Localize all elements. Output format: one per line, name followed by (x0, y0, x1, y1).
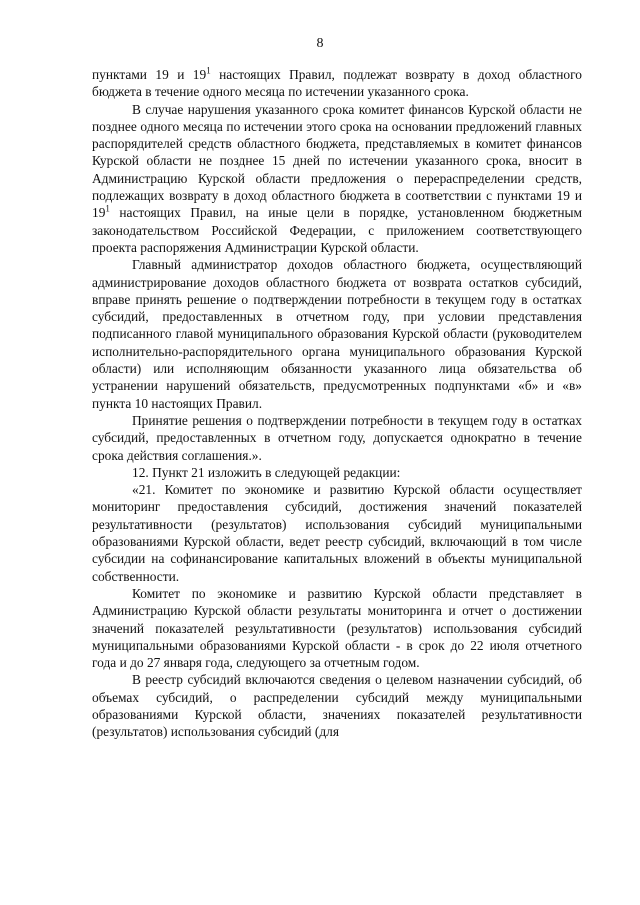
text-run: Комитет по экономике и развитию Курской области представляет в Администрацию Курской области результаты мониторинга и отчет о достижении значений показателей результативности (результатов) использования субсидий муниципальными образованиями Курской области - в срок до 22 июля отчетного года и до 27 января года, следующего за отчетным годом. (92, 585, 582, 671)
paragraph-p7 (92, 671, 582, 740)
paragraph-p2 (92, 256, 582, 412)
text-run: настоящих Правил, подлежат возврату в доход областного бюджета в течение одного месяца по истечении указанного срока. (92, 67, 582, 100)
superscript: 1 (206, 65, 211, 76)
document-body (92, 66, 582, 741)
paragraph-p6 (92, 585, 582, 671)
text-run: Главный администратор доходов областного бюджета, осуществляющий администрирование доходов областного бюджета от возврата остатков субсидий, вправе принять решение о подтверждении потребности в текущем году в остатках субсидий, предоставленных в отчетном году, при условии представления подписанного главой муниципального образования Курской области (руководителем исполнительно-распорядительного органа муниципального образования Курской области) или исполняющим обязанности указанного лица обязательства об устранении нарушений обязательств, предусмотренных подпунктами «б» и «в» пункта 10 настоящих Правил. (92, 257, 582, 411)
text-run: Принятие решения о подтверждении потребности в текущем году в остатках субсидий, предоставленных в отчетном году, допускается однократно в течение срока действия соглашения.». (92, 412, 582, 463)
page-number: 8 (316, 36, 324, 51)
text-run: «21. Комитет по экономике и развитию Курской области осуществляет мониторинг предоставления субсидий, достижения значений показателей результативности (результатов) использования субсидий муниципальными образованиями Курской области, ведет реестр субсидий, включающий в том числе субсидии на софинансирование капитальных вложений в объекты муниципальной собственности. (92, 482, 582, 584)
paragraph-p3 (92, 412, 582, 464)
paragraph-p1 (92, 101, 582, 257)
text-run: пунктами 19 и 19 (92, 67, 207, 82)
superscript: 1 (105, 203, 110, 214)
paragraph-p0 (92, 66, 582, 101)
text-run: В реестр субсидий включаются сведения о целевом назначении субсидий, об объемах субсидий, о распределении субсидий между муниципальными образованиями Курской области, значениях показателей результативности (результатов) использования субсидий (для (92, 672, 582, 740)
paragraph-p5 (92, 481, 582, 585)
paragraph-p4 (92, 464, 582, 481)
text-run: В случае нарушения указанного срока комитет финансов Курской области не позднее одного месяца по истечении этого срока на основании предложений главных распорядителей средств областного бюджета, представляемых в комитет финансов Курской области не позднее 15 дней по истечении указанного срока, вносит в Администрацию Курской области предложения о перераспределении средств, подлежащих возврату в доход областного бюджета в соответствии с пунктами 19 и 19 (92, 101, 582, 221)
text-run: 12. Пункт 21 изложить в следующей редакции: (132, 464, 401, 480)
text-run: настоящих Правил, на иные цели в порядке, установленном бюджетным законодательством Российской Федерации, с приложением соответствующего проекта распоряжения Администрации Курской области. (92, 205, 582, 255)
